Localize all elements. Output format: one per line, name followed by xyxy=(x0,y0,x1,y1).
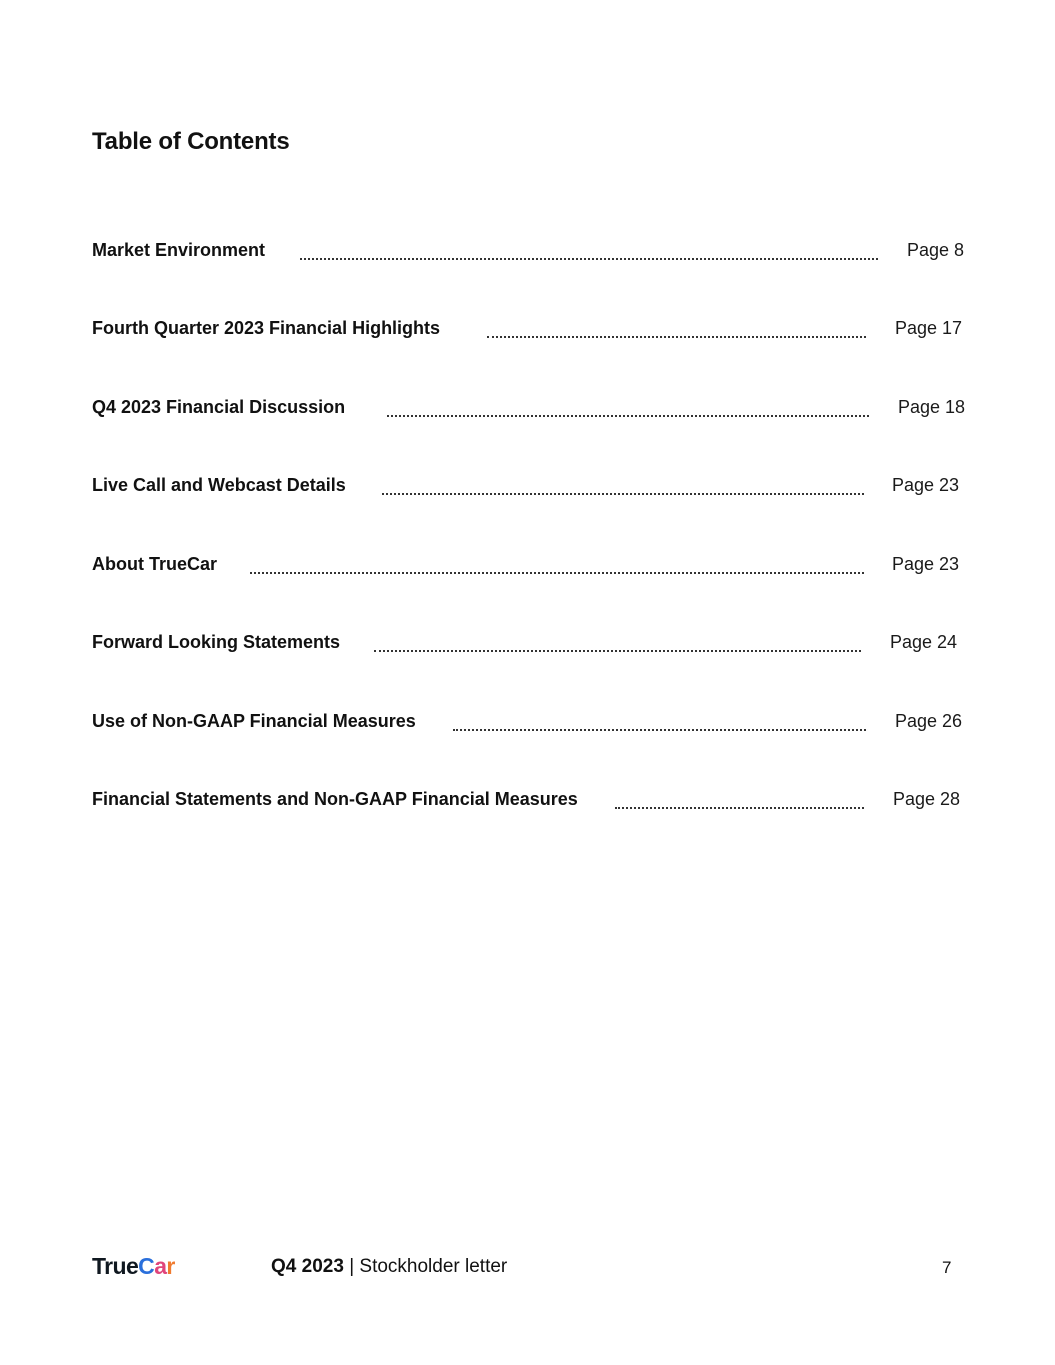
toc-item-page: Page 24 xyxy=(890,632,958,652)
dot-leader xyxy=(387,395,869,417)
toc-item-page: Page 17 xyxy=(895,318,963,338)
toc-item-page: Page 23 xyxy=(892,475,960,495)
toc-item-page: Page 8 xyxy=(907,240,965,260)
dot-leader xyxy=(250,552,864,574)
toc-item-label: Use of Non-GAAP Financial Measures xyxy=(92,711,416,731)
logo-text-r: r xyxy=(166,1253,175,1279)
logo-text-c: C xyxy=(138,1253,155,1279)
toc-item-forward-looking-statements[interactable] xyxy=(92,630,962,654)
page-number: 7 xyxy=(942,1258,952,1277)
toc-item-page: Page 26 xyxy=(895,711,963,731)
toc-item-non-gaap-measures[interactable] xyxy=(92,709,962,733)
truecar-logo xyxy=(92,1253,175,1280)
footer-quarter: Q4 2023 xyxy=(271,1256,344,1277)
logo-text-true: True xyxy=(92,1253,139,1279)
toc-item-page: Page 23 xyxy=(892,554,960,574)
toc-item-q4-financial-discussion[interactable] xyxy=(92,395,966,419)
page-footer xyxy=(0,1250,1055,1290)
dot-leader xyxy=(300,238,878,260)
toc-item-page: Page 28 xyxy=(893,789,961,809)
footer-separator: | xyxy=(349,1256,355,1277)
toc-item-label: Q4 2023 Financial Discussion xyxy=(92,397,346,417)
toc-item-label: Market Environment xyxy=(92,240,266,260)
toc-item-financial-statements[interactable] xyxy=(92,787,962,811)
toc-item-live-call-webcast[interactable] xyxy=(92,473,962,497)
toc-item-label: Live Call and Webcast Details xyxy=(92,475,346,495)
dot-leader xyxy=(382,473,864,495)
toc-item-page: Page 18 xyxy=(898,397,966,417)
toc-item-label: Forward Looking Statements xyxy=(92,632,341,652)
footer-doc-name: Stockholder letter xyxy=(359,1256,508,1277)
dot-leader xyxy=(453,709,866,731)
toc-item-about-truecar[interactable] xyxy=(92,552,962,576)
dot-leader xyxy=(374,630,861,652)
toc-item-label: Financial Statements and Non-GAAP Financial Measures xyxy=(92,789,578,809)
page-title: Table of Contents xyxy=(92,128,290,155)
dot-leader xyxy=(615,787,864,809)
toc-item-label: Fourth Quarter 2023 Financial Highlights xyxy=(92,318,441,338)
logo-text-a: a xyxy=(154,1253,167,1279)
toc-item-label: About TrueCar xyxy=(92,554,218,574)
footer-document-label xyxy=(271,1256,507,1278)
toc-item-fourth-quarter-highlights[interactable] xyxy=(92,316,962,340)
dot-leader xyxy=(487,316,866,338)
toc-item-market-environment[interactable] xyxy=(92,238,965,262)
